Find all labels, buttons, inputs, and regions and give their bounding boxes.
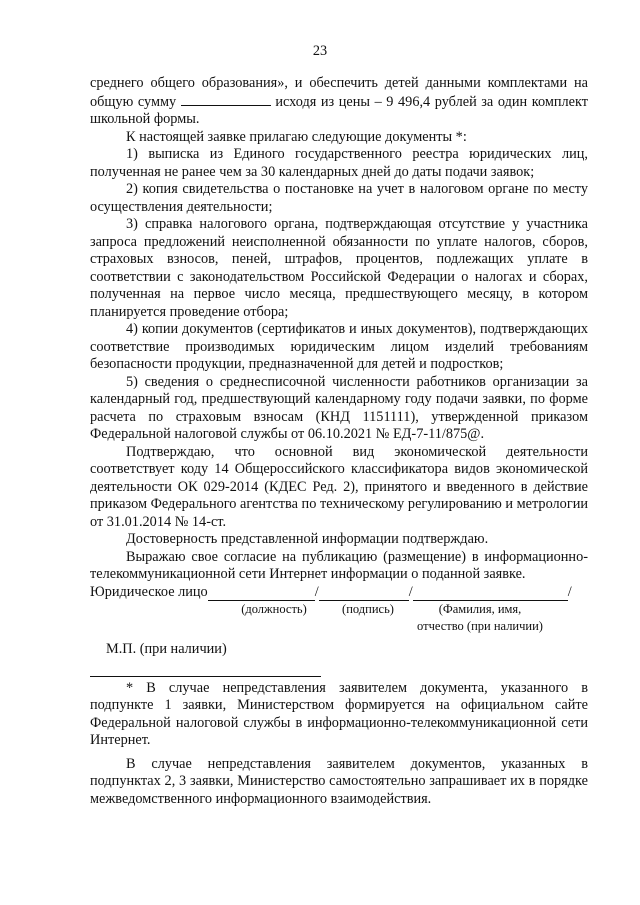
stamp-label: М.П. (при наличии) — [106, 641, 227, 657]
paragraph-item-5: 5) сведения о среднесписочной численности работников организации за календарный год, предшествующий календарному году подачи заявки, по форме расчета по страховым взносам (КНД 1151111), утвержденной приказом Федеральной налоговой службы от 06.10.2021 № ЕД-7-11/875@. — [90, 373, 588, 442]
page-number: 23 — [312, 43, 328, 59]
paragraph-confirmation-okved: Подтверждаю, что основной вид экономической деятельности соответствует коду 14 Общероссийского классификатора видов экономической деятельности ОК 029-2014 (КДЕС Ред. 2), принятого и введенного в действие приказом Федерального агентства по техническому регулированию и метрологии от 31.01.2014 № 14-ст. — [90, 443, 588, 530]
footnote-2: В случае непредставления заявителем документов, указанных в подпунктах 2, 3 заявки, Министерство самостоятельно запрашивает их в порядке межведомственного информационного взаимодействия. — [90, 755, 588, 807]
paragraph-item-2: 2) копия свидетельства о постановке на учет в налоговом органе по месту осуществления деятельности; — [90, 181, 588, 215]
separator-3: / — [567, 583, 572, 600]
caption-signature: (подпись) — [342, 602, 394, 616]
intro-text: среднего общего образования», и обеспечить детей данными комплектами на общую сумму — [90, 75, 588, 110]
footnote-1: * В случае непредставления заявителем документа, указанного в подпункте 1 заявки, Министерством формируется на официальном сайте Федеральной налоговой службы в информационно-телекоммуникационной сети Интернет. — [90, 679, 588, 748]
paragraph-intro — [90, 75, 588, 129]
paragraph-reliability: Достоверность представленной информации подтверждаю. — [126, 531, 489, 547]
document-body — [90, 75, 588, 808]
signature-line — [319, 586, 409, 601]
signature-label: Юридическое лицо — [90, 583, 208, 600]
name-line — [413, 586, 568, 601]
signature-captions — [90, 601, 588, 635]
intro-text-cont: исходя из цены – 9 496,4 рублей за один комплект школьной формы. — [90, 93, 588, 127]
paragraph-consent: Выражаю свое согласие на публикацию (размещение) в информационно-телекоммуникационной сети Интернет информации о поданной заявке. — [90, 548, 588, 582]
separator-1: / — [314, 583, 319, 600]
paragraph-attachments-heading: К настоящей заявке прилагаю следующие документы *: — [126, 128, 467, 145]
caption-name-1: (Фамилия, имя, — [438, 602, 522, 616]
paragraph-item-4: 4) копии документов (сертификатов и иных документов), подтверждающих соответствие производимых юридическим лицом изделий требованиям безопасности продукции, предназначенной для детей и подростков; — [90, 321, 588, 372]
footnote-separator — [90, 676, 321, 677]
paragraph-item-1: 1) выписка из Единого государственного реестра юридических лиц, полученная не ранее чем за 30 календарных дней до даты подачи заявок; — [90, 146, 588, 180]
separator-2: / — [408, 583, 413, 600]
amount-blank — [181, 93, 271, 106]
position-line — [208, 586, 315, 601]
signature-row — [90, 584, 588, 602]
caption-name-2: отчество (при наличии) — [417, 619, 543, 633]
paragraph-item-3: 3) справка налогового органа, подтверждающая отсутствие у участника запроса предложений неисполненной обязанности по уплате налогов, сборов, страховых взносов, пеней, штрафов, процентов, подлежащих уплате в соответствии с законодательством Российской Федерации о налогах и сборах, полученная на первое число месяца, предшествующего месяцу, в котором планируется проведение отбора; — [90, 216, 588, 320]
caption-position: (должность) — [241, 602, 307, 616]
